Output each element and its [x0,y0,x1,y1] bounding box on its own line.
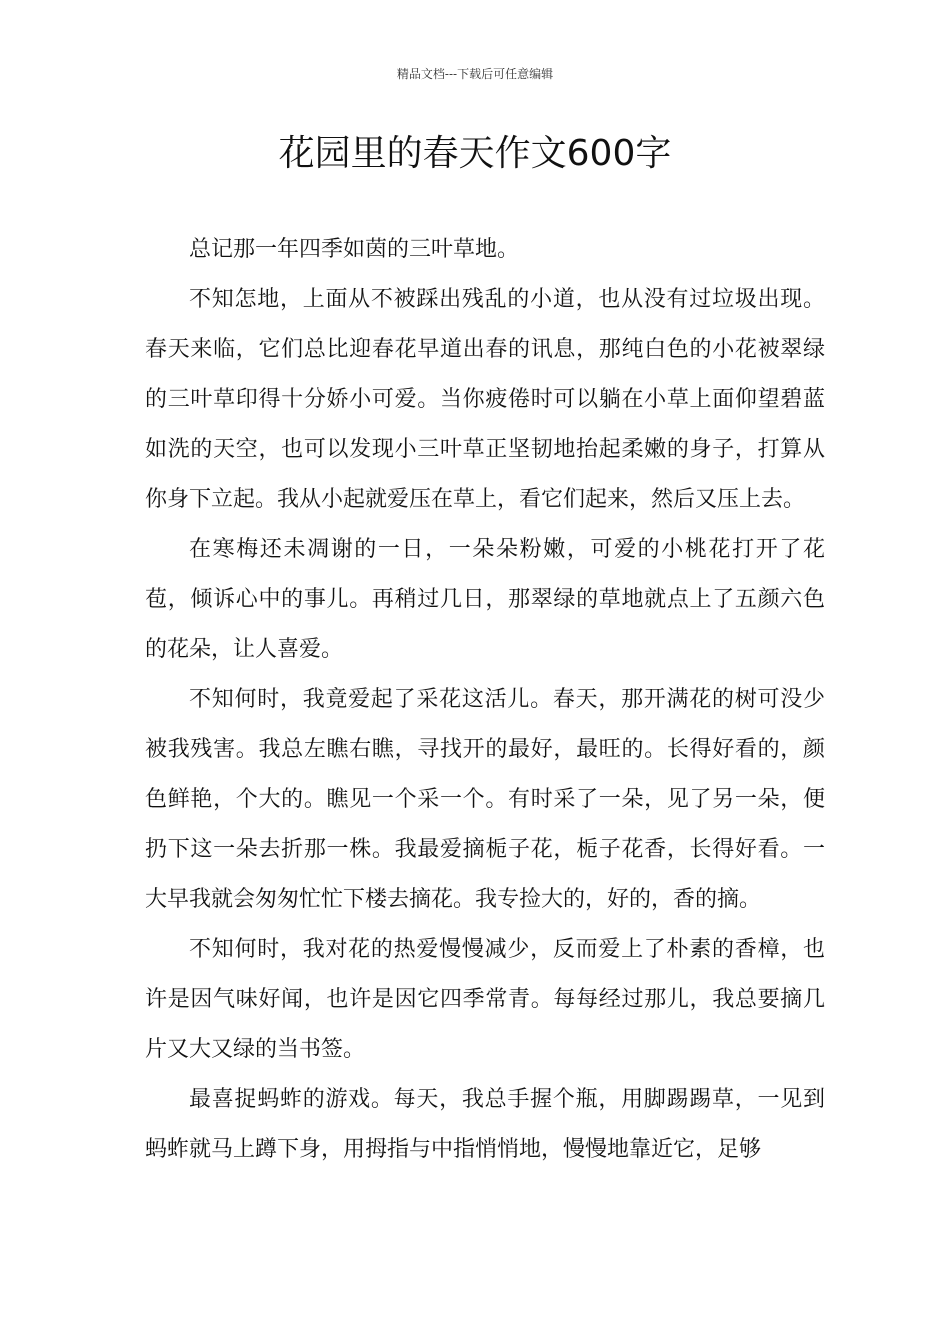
paragraph: 不知何时，我对花的热爱慢慢减少，反而爱上了朴素的香樟，也许是因气味好闻，也许是因它四季常青。每每经过那儿，我总要摘几片又大又绿的当书签。 [145,937,825,1062]
paragraph: 最喜捉蚂蚱的游戏。每天，我总手握个瓶，用脚踢踢草，一见到蚂蚱就马上蹲下身，用拇指与中指悄悄地，慢慢地靠近它，足够 [145,1087,825,1162]
page-title: 花园里的春天作文600字 [278,133,672,174]
paragraph: 总记那一年四季如茵的三叶草地。 [189,237,520,262]
paragraph: 不知怎地，上面从不被踩出残乱的小道，也从没有过垃圾出现。春天来临，它们总比迎春花早道出春的讯息，那纯白色的小花被翠绿的三叶草印得十分娇小可爱。当你疲倦时可以躺在小草上面仰望碧蓝如洗的天空，也可以发现小三叶草正坚韧地抬起柔嫩的身子，打算从你身下立起。我从小起就爱压在草上，看它们起来，然后又压上去。 [145,287,825,512]
header-note: 精品文档---下载后可任意编辑 [396,67,554,81]
paragraph: 不知何时，我竟爱起了采花这活儿。春天，那开满花的树可没少被我残害。我总左瞧右瞧，寻找开的最好，最旺的。长得好看的，颜色鲜艳，个大的。瞧见一个采一个。有时采了一朵，见了另一朵，便扔下这一朵去折那一株。我最爱摘栀子花，栀子花香，长得好看。一大早我就会匆匆忙忙下楼去摘花。我专捡大的，好的，香的摘。 [145,687,825,912]
article-body [145,225,825,1175]
paragraph: 在寒梅还未凋谢的一日，一朵朵粉嫩，可爱的小桃花打开了花苞，倾诉心中的事儿。再稍过几日，那翠绿的草地就点上了五颜六色的花朵，让人喜爱。 [145,537,825,662]
